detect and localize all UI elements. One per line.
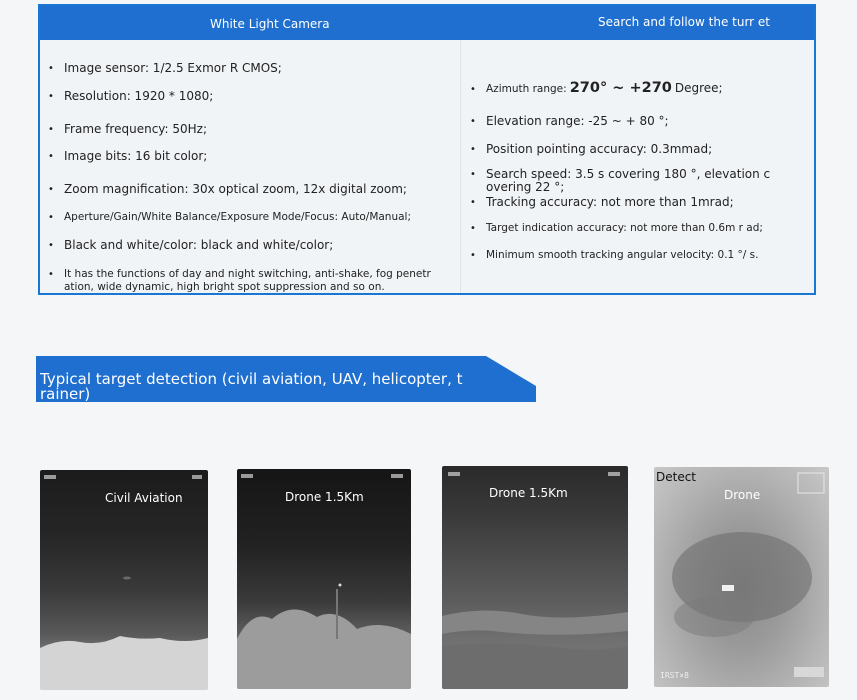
bullet-icon: • — [48, 269, 54, 280]
irst-osd-label: IRST×8 — [660, 671, 689, 680]
spec-item-search-speed — [470, 168, 772, 194]
spec-text: It has the functions of day and night switching, anti-shake, fog penetr ation, wide dynamic, high bright spot suppression and so on. — [64, 268, 431, 293]
spec-text: Black and white/color: black and white/color; — [64, 238, 334, 252]
thermal-photo-drone-1 — [237, 469, 411, 689]
thermal-photo-drone-2 — [442, 466, 628, 689]
detect-label: Detect — [656, 470, 697, 484]
spec-item-pointing-accuracy — [470, 143, 712, 156]
spec-text: Aperture/Gain/White Balance/Exposure Mode/Focus: Auto/Manual; — [64, 211, 412, 223]
spec-text: Frame frequency: 50Hz; — [64, 122, 208, 136]
bullet-icon: • — [470, 197, 476, 208]
spec-item-aperture — [48, 211, 411, 224]
bullet-icon: • — [470, 169, 476, 180]
spec-text: Position pointing accuracy: 0.3mmad; — [486, 142, 713, 156]
spec-text: Degree; — [674, 81, 723, 95]
spec-text: Image bits: 16 bit color; — [64, 149, 208, 163]
spec-text: Minimum smooth tracking angular velocity: 0.1 °/ s. — [486, 249, 759, 261]
section-banner — [36, 356, 536, 402]
bullet-icon: • — [470, 144, 476, 155]
spec-item-frame-frequency — [48, 123, 207, 136]
spec-item-black-white — [48, 239, 333, 252]
photo-caption: Civil Aviation — [105, 491, 183, 505]
spec-item-functions — [48, 268, 456, 294]
bullet-icon: • — [470, 84, 476, 95]
spec-text: Elevation range: -25 ~ + 80 °; — [486, 114, 669, 128]
spec-text: Target indication accuracy: not more than 0.6m r ad; — [486, 222, 763, 234]
spec-text: Tracking accuracy: not more than 1mrad; — [486, 195, 734, 209]
spec-item-tracking-accuracy — [470, 196, 734, 209]
bullet-icon: • — [48, 184, 54, 195]
thermal-photo-drone-detect — [654, 467, 829, 687]
thermal-photo-civil-aviation — [40, 470, 208, 690]
bullet-icon: • — [48, 151, 54, 162]
spec-text: Image sensor: 1/2.5 Exmor R CMOS; — [64, 61, 282, 75]
spec-header — [40, 6, 814, 40]
spec-panel — [38, 4, 816, 295]
spec-item-azimuth — [470, 82, 723, 96]
bullet-icon: • — [48, 212, 54, 223]
bullet-icon: • — [48, 91, 54, 102]
bullet-icon: • — [470, 250, 476, 261]
bullet-icon: • — [470, 116, 476, 127]
spec-text: Resolution: 1920 * 1080; — [64, 89, 214, 103]
spec-text: Azimuth range: — [486, 83, 567, 95]
spec-item-angular-velocity — [470, 249, 772, 262]
azimuth-value: 270° ~ +270 — [569, 80, 672, 96]
spec-item-image-bits — [48, 150, 207, 163]
photo-caption: Drone 1.5Km — [285, 490, 364, 504]
spec-item-image-sensor — [48, 62, 282, 75]
section-title: Typical target detection (civil aviation, UAV, helicopter, t rainer) — [40, 370, 463, 403]
column-divider — [460, 40, 461, 293]
white-light-camera-heading: White Light Camera — [210, 17, 330, 31]
spec-text: Search speed: 3.5 s covering 180 °, elevation c overing 22 °; — [486, 167, 771, 194]
bullet-icon: • — [48, 63, 54, 74]
bullet-icon: • — [470, 223, 476, 234]
spec-text: Zoom magnification: 30x optical zoom, 12x digital zoom; — [64, 182, 407, 196]
bullet-icon: • — [48, 124, 54, 135]
bullet-icon: • — [48, 240, 54, 251]
photo-caption: Drone 1.5Km — [489, 486, 568, 500]
spec-item-resolution — [48, 90, 213, 103]
spec-item-zoom — [48, 183, 407, 196]
spec-item-elevation — [470, 115, 669, 128]
spec-item-target-indication — [470, 222, 772, 235]
photo-caption: Drone — [724, 488, 761, 502]
turret-heading: Search and follow the turr et — [598, 15, 771, 29]
